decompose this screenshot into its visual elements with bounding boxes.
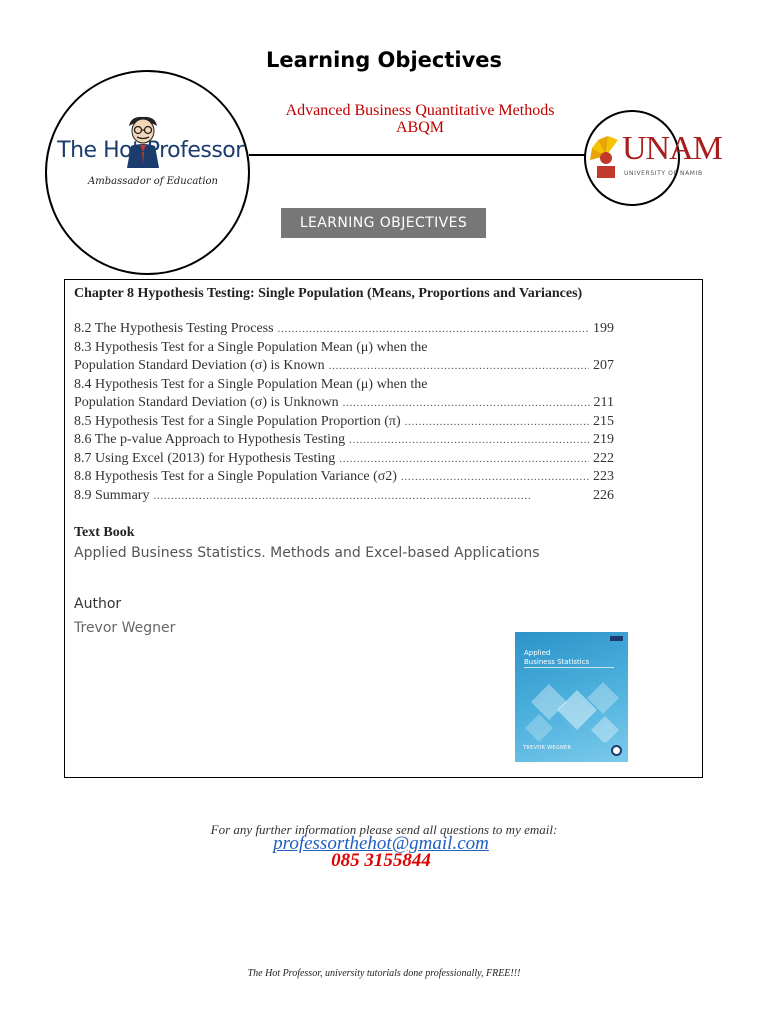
- toc-item: [74, 376, 614, 413]
- course-name: Advanced Business Quantitative Methods: [285, 102, 555, 119]
- toc-item-title: 8.5 Hypothesis Test for a Single Population Proportion (π): [74, 413, 401, 429]
- footer-note: The Hot Professor, university tutorials done professionally, FREE!!!: [247, 968, 521, 979]
- publisher-badge: [610, 636, 623, 641]
- toc-line: [74, 468, 614, 487]
- course-code: ABQM: [395, 119, 444, 136]
- toc-item-title: 8.7 Using Excel (2013) for Hypothesis Testing: [74, 450, 336, 466]
- toc-leader-dots: [329, 357, 589, 376]
- unam-logo-subtitle: UNIVERSITY OF NAMIB: [624, 170, 703, 177]
- table-of-contents: [74, 320, 614, 505]
- contact-email-link[interactable]: professorthehot@gmail.com: [273, 833, 489, 854]
- toc-leader-dots: [339, 450, 589, 469]
- chapter-title: Chapter 8 Hypothesis Testing: Single Population (Means, Proportions and Variances): [74, 286, 583, 301]
- toc-leader-dots: [153, 487, 589, 506]
- toc-leader-dots: [405, 413, 589, 432]
- toc-line: [74, 431, 614, 450]
- toc-leader-dots: [401, 468, 589, 487]
- textbook-heading: Text Book: [74, 525, 135, 540]
- book-cover-author: TREVOR WEGNER: [523, 745, 572, 751]
- toc-line: [74, 339, 614, 358]
- toc-item-title-cont: Population Standard Deviation (σ) is Unknown: [74, 395, 339, 410]
- toc-item-title-cont: Population Standard Deviation (σ) is Known: [74, 358, 325, 373]
- learning-objectives-badge: LEARNING OBJECTIVES: [281, 208, 486, 238]
- hot-professor-logo-circle: [45, 70, 250, 275]
- toc-line: [74, 450, 614, 469]
- toc-item: [74, 468, 614, 487]
- toc-item-page: 219: [593, 432, 614, 447]
- contact-phone: 085 3155844: [331, 850, 431, 871]
- book-cover-title-line2: Business Statistics: [524, 657, 590, 666]
- toc-item-title: 8.9 Summary: [74, 487, 150, 503]
- toc-item: [74, 431, 614, 450]
- toc-item: [74, 450, 614, 469]
- toc-item-title: 8.8 Hypothesis Test for a Single Population Variance (σ2): [74, 469, 397, 484]
- toc-leader-dots: [278, 320, 589, 339]
- page-title: Learning Objectives: [265, 48, 503, 72]
- book-cover-subtitle-rule: [524, 667, 614, 670]
- toc-item-page: 226: [593, 487, 614, 503]
- toc-line: [74, 487, 614, 506]
- unam-logo-text: UNAM: [622, 130, 722, 167]
- toc-line: [74, 413, 614, 432]
- toc-item-title: 8.4 Hypothesis Test for a Single Population Mean (μ) when the: [74, 376, 428, 392]
- author-name: Trevor Wegner: [74, 620, 176, 636]
- course-title: [240, 102, 600, 136]
- author-heading: Author: [74, 596, 122, 612]
- toc-item: [74, 487, 614, 506]
- book-cover-title: [524, 649, 624, 666]
- toc-item: [74, 413, 614, 432]
- toc-line: [74, 376, 614, 395]
- toc-item-page: 211: [593, 395, 614, 410]
- toc-item-title: 8.3 Hypothesis Test for a Single Population Mean (μ) when the: [74, 339, 428, 355]
- toc-line: [74, 394, 614, 413]
- seal-icon: [611, 745, 622, 756]
- book-cover-image: [515, 632, 628, 762]
- toc-item-title: 8.6 The p-value Approach to Hypothesis Testing: [74, 432, 346, 447]
- book-cover-title-line1: Applied: [524, 649, 551, 657]
- toc-leader-dots: [343, 394, 590, 413]
- toc-line: [74, 320, 614, 339]
- toc-leader-dots: [349, 431, 589, 450]
- toc-item: [74, 320, 614, 339]
- hot-professor-logo-text: The Hot Professor: [57, 138, 244, 163]
- toc-item-page: 222: [593, 450, 614, 466]
- diamond-pattern-icon: [519, 680, 625, 742]
- toc-item-page: 215: [593, 413, 614, 429]
- toc-item-page: 207: [593, 358, 614, 373]
- toc-item-page: 223: [593, 469, 614, 484]
- toc-item-title: 8.2 The Hypothesis Testing Process: [74, 321, 274, 336]
- hot-professor-tagline: Ambassador of Education: [88, 176, 218, 187]
- toc-item-page: 199: [593, 321, 614, 336]
- toc-line: [74, 357, 614, 376]
- toc-item: [74, 339, 614, 376]
- textbook-title: Applied Business Statistics. Methods and Excel-based Applications: [74, 545, 540, 561]
- contact-note: For any further information please send all questions to my email:: [210, 822, 558, 837]
- connector-line: [249, 154, 589, 156]
